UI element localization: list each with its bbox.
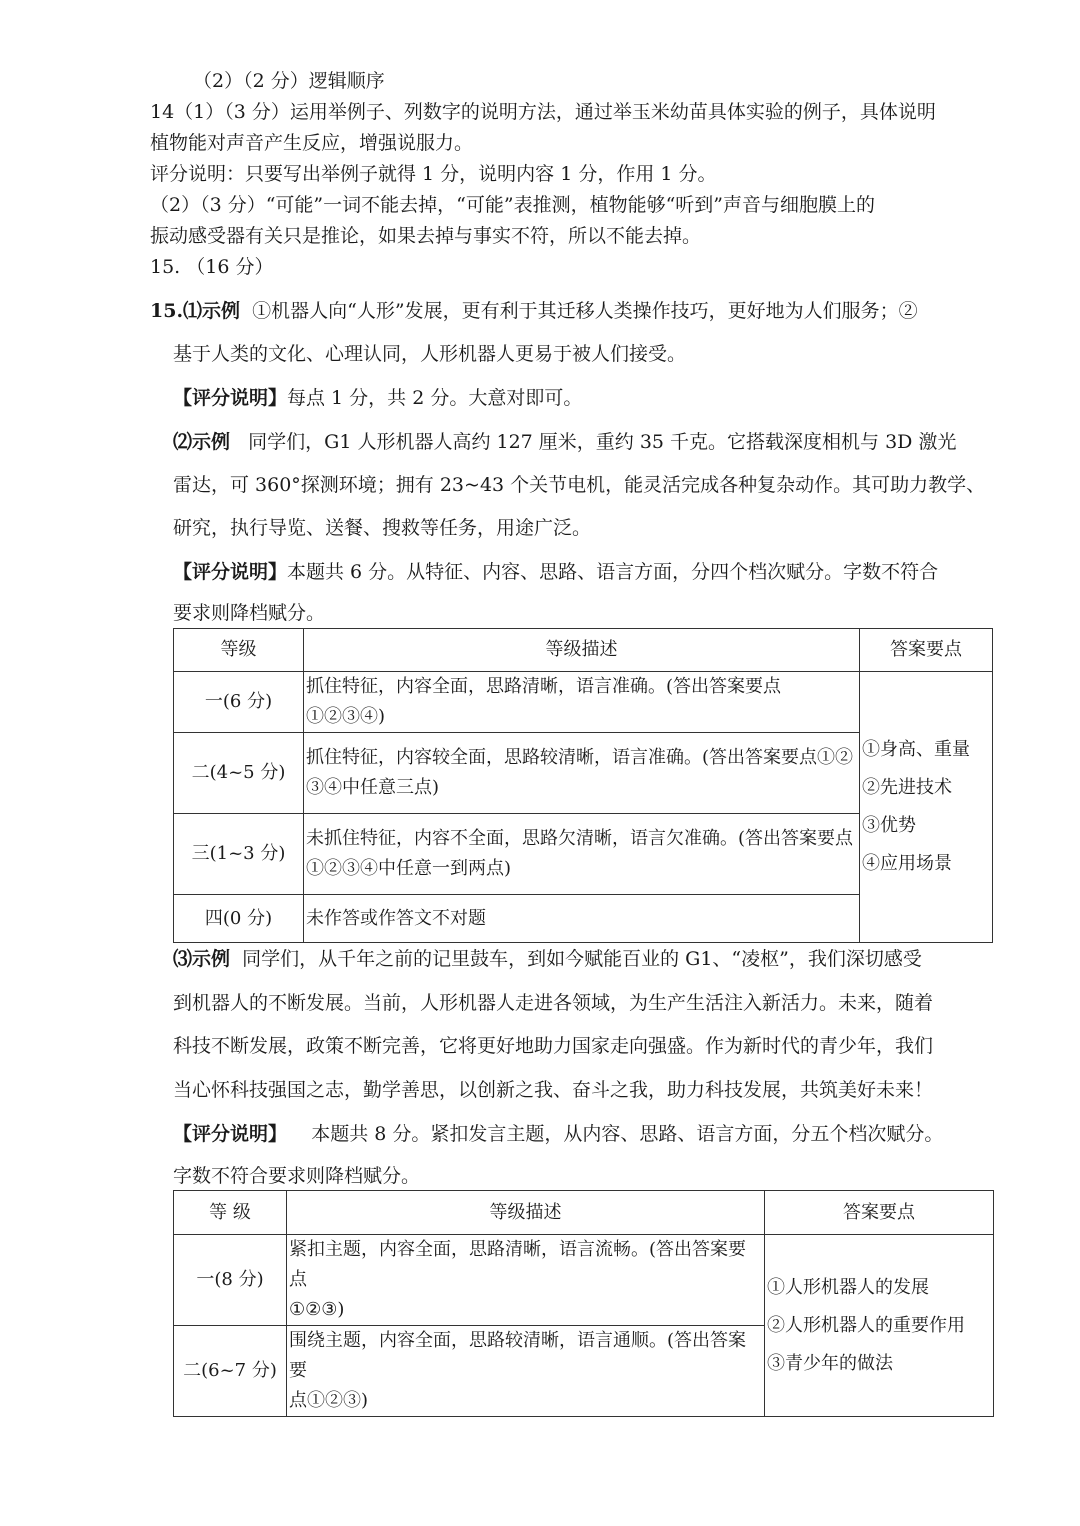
table-header: 等级描述 [304, 629, 860, 672]
grading-table-1 [173, 628, 993, 943]
q3-scoring-note-cont: 字数不符合要求则降档赋分。 [173, 1165, 421, 1187]
desc-line: 点①②③) [289, 1390, 369, 1411]
answer-point: ②先进技术 [862, 777, 952, 798]
answer-point: ④应用场景 [862, 853, 952, 874]
answer-point: ①人形机器人的发展 [767, 1276, 929, 1298]
grading-table-2 [173, 1190, 994, 1417]
q2-scoring-note-cont: 要求则降档赋分。 [173, 602, 326, 624]
grade-level: 二(6~7 分) [174, 1326, 287, 1417]
q3-answer-cont: 到机器人的不断发展。当前，人形机器人走进各领域，为生产生活注入新活力。未来，随着 [173, 992, 934, 1014]
desc-line: 未抓住特征，内容不全面，思路欠清晰，语言欠准确。(答出答案要点 [306, 828, 854, 849]
table-row [174, 1235, 994, 1326]
table-header: 等级描述 [287, 1191, 765, 1235]
desc-line: 围绕主题，内容全面，思路较清晰，语言通顺。(答出答案要 [289, 1330, 747, 1381]
desc-line: 紧扣主题，内容全面，思路清晰，语言流畅。(答出答案要点 [289, 1239, 747, 1290]
q1-scoring-note [173, 385, 582, 411]
q3-answer-cont: 当心怀科技强国之志，勤学善思，以创新之我、奋斗之我，助力科技发展，共筑美好未来！ [173, 1079, 934, 1101]
q3-answer-cont: 科技不断发展，政策不断完善，它将更好地助力国家走向强盛。作为新时代的青少年，我们 [173, 1035, 934, 1057]
table-header: 答案要点 [765, 1191, 994, 1235]
q2-answer-cont: 雷达，可 360°探测环境；拥有 23~43 个关节电机，能灵活完成各种复杂动作。其可助力教学、 [173, 474, 986, 496]
grade-description [287, 1326, 765, 1417]
note-label: 【评分说明】 [173, 387, 288, 409]
grade-description [304, 814, 860, 895]
grade-level: 一(8 分) [174, 1235, 287, 1326]
table-header: 等 级 [174, 1191, 287, 1235]
answer-point: ①身高、重量 [862, 739, 970, 760]
q1-label: 15.⑴示例 [150, 300, 241, 322]
table-row [174, 672, 993, 733]
q3-answer [173, 946, 922, 972]
note-text: 本题共 8 分。紧扣发言主题，从内容、思路、语言方面，分五个档次赋分。 [311, 1123, 944, 1145]
answer-point: ③优势 [862, 815, 916, 836]
grade-description [304, 733, 860, 814]
desc-line: ①②③) [289, 1299, 345, 1320]
q1-answer-cont: 基于人类的文化、心理认同，人形机器人更易于被人们接受。 [173, 343, 687, 365]
note-text: 本题共 6 分。从特征、内容、思路、语言方面，分四个档次赋分。字数不符合 [287, 561, 939, 583]
table-header: 答案要点 [860, 629, 993, 672]
answer-line: 评分说明：只要写出举例子就得 1 分，说明内容 1 分，作用 1 分。 [150, 163, 717, 185]
q2-scoring-note [173, 559, 938, 585]
answer-points [765, 1235, 994, 1417]
desc-line: 抓住特征，内容较全面，思路较清晰，语言准确。(答出答案要点①② [306, 747, 854, 768]
answer-line: 15. （16 分） [150, 256, 274, 278]
q1-text: ①机器人向“人形”发展，更有利于其迁移人类操作技巧，更好地为人们服务；② [252, 300, 918, 322]
answer-point: ②人形机器人的重要作用 [767, 1314, 965, 1336]
answer-line: （2）（3 分）“可能”一词不能去掉，“可能”表推测，植物能够“听到”声音与细胞膜上的 [150, 194, 875, 216]
answer-line: （2）（2 分）逻辑顺序 [193, 70, 385, 92]
q2-label: ⑵示例 [173, 431, 231, 453]
q3-text: 同学们，从千年之前的记里鼓车，到如今赋能百业的 G1、“凌枢”，我们深切感受 [242, 948, 922, 970]
note-label: 【评分说明】 [173, 1123, 288, 1145]
note-label: 【评分说明】 [173, 561, 288, 583]
answer-line: 植物能对声音产生反应，增强说服力。 [150, 132, 474, 154]
q3-label: ⑶示例 [173, 948, 231, 970]
grade-level: 一(6 分) [174, 672, 304, 733]
table-header: 等级 [174, 629, 304, 672]
note-text: 每点 1 分，共 2 分。大意对即可。 [287, 387, 583, 409]
q2-text: 同学们，G1 人形机器人高约 127 厘米，重约 35 千克。它搭载深度相机与 3D 激光 [248, 431, 957, 453]
desc-line: ①②③④中任意一到两点) [306, 858, 512, 879]
answer-line: 振动感受器有关只是推论，如果去掉与事实不符，所以不能去掉。 [150, 225, 702, 247]
q1-answer [150, 298, 918, 324]
grade-level: 二(4~5 分) [174, 733, 304, 814]
grade-level: 四(0 分) [174, 895, 304, 943]
q3-scoring-note [173, 1121, 943, 1147]
q2-answer [173, 429, 956, 455]
grade-level: 三(1~3 分) [174, 814, 304, 895]
grade-description: 未作答或作答文不对题 [304, 895, 860, 943]
grade-description: 抓住特征，内容全面，思路清晰，语言准确。(答出答案要点①②③④) [304, 672, 860, 733]
grade-description [287, 1235, 765, 1326]
answer-point: ③青少年的做法 [767, 1352, 893, 1374]
q2-answer-cont: 研究，执行导览、送餐、搜救等任务，用途广泛。 [173, 517, 592, 539]
desc-line: ③④中任意三点) [306, 777, 440, 798]
answer-points [860, 672, 993, 943]
answer-line: 14（1）（3 分）运用举例子、列数字的说明方法，通过举玉米幼苗具体实验的例子，具体说明 [150, 101, 936, 123]
